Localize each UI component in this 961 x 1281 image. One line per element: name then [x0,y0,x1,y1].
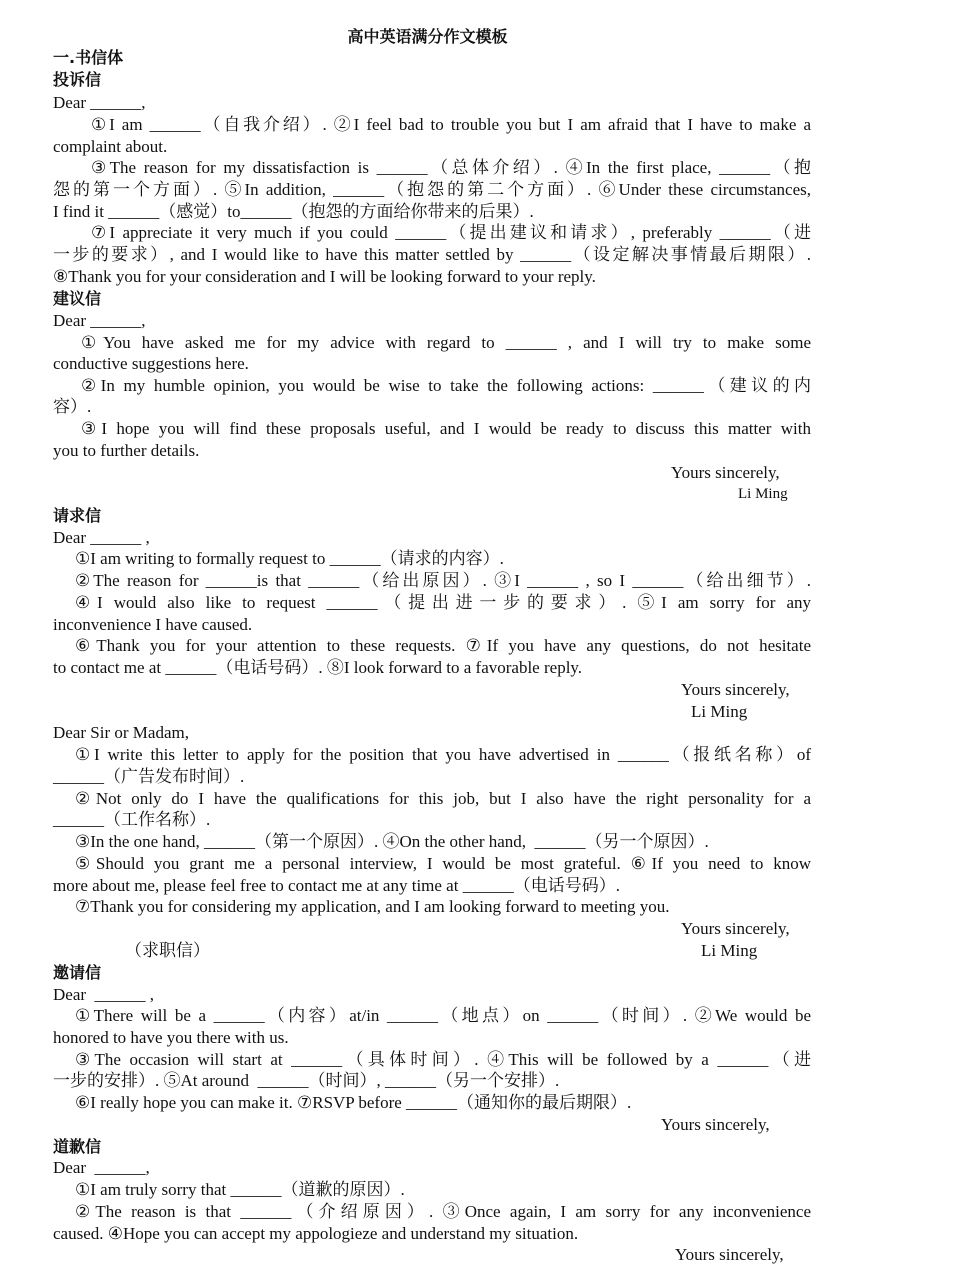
request-line: ⑥Thank you for your attention to these requests. ⑦If you have any questions, do not hesitate [75,636,811,655]
complaint-line: ③The reason for my dissatisfaction is ______（总体介绍）. ④In the first place, ______（抱 [91,158,811,177]
invitation-line: Dear ______ , [53,985,155,1004]
suggestion-line: you to further details. [53,441,200,460]
invitation-line: ⑥I really hope you can make it. ⑦RSVP before ______（通知你的最后期限）. [75,1093,632,1112]
request-heading: 请求信 [53,506,102,525]
complaint-line: Dear ______, [53,93,146,112]
apology-line: Dear ______, [53,1158,150,1177]
complaint-line: 怨的第一个方面）. ⑤In addition, ______（抱怨的第二个方面）. ⑥Under these circumstances, [53,180,811,199]
job-line: ②Not only do I have the qualifications for this job, but I also have the right personality for a [75,789,811,808]
request-line: ②The reason for ______is that ______（给出原因）. ③I ______ , so I ______（给出细节）. [75,571,811,590]
suggestion-line: conductive suggestions here. [53,354,249,373]
complaint-line: ⑧Thank you for your consideration and I will be looking forward to your reply. [53,267,596,286]
suggestion-line: ②In my humble opinion, you would be wise to take the following actions: ______（建议的内 [81,376,811,395]
apology-line: ①I am truly sorry that ______（道歉的原因）. [75,1180,405,1199]
request-line: inconvenience I have caused. [53,615,253,634]
complaint-line: 一步的要求）, and I would like to have this matter settled by ______（设定解决事情最后期限）. [53,245,811,264]
job-line: ①I write this letter to apply for the position that you have advertised in ______（报纸名称）of [75,745,811,764]
page-title: 高中英语满分作文模板 [347,27,508,46]
closing: Yours sincerely, [671,463,780,482]
invitation-line: 一步的安排）. ⑤At around ______（时间）, ______（另一个安排）. [53,1071,560,1090]
apology-line: caused. ④Hope you can accept my appologieze and understand my situation. [53,1224,579,1243]
invitation-line: ①There will be a ______（内容）at/in ______（地点）on ______（时间）. ②We would be [75,1006,811,1025]
job-line: ______（工作名称）. [53,810,211,829]
job-line: ③In the one hand, ______（第一个原因）. ④On the other hand, ______（另一个原因）. [75,832,709,851]
invitation-line: honored to have you there with us. [53,1028,289,1047]
invitation-heading: 邀请信 [53,963,102,982]
complaint-line: complaint about. [53,137,168,156]
invitation-line: ③The occasion will start at ______（具体时间）. ④This will be followed by a ______（进 [75,1050,811,1069]
complaint-heading: 投诉信 [53,70,102,89]
job-line: ______（广告发布时间）. [53,767,245,786]
complaint-line: ⑦I appreciate it very much if you could ______（提出建议和请求）, preferably ______（进 [91,223,811,242]
request-line: ①I am writing to formally request to ______（请求的内容）. [75,549,504,568]
closing: Yours sincerely, [681,919,790,938]
suggestion-line: 容）. [53,397,92,416]
job-line: Dear Sir or Madam, [53,723,189,742]
complaint-line: I find it ______（感觉）to______（抱怨的方面给你带来的后果）. [53,202,534,221]
request-line: Dear ______ , [53,528,150,547]
signature: Li Ming [691,702,748,721]
suggestion-line: ①You have asked me for my advice with regard to ______ , and I will try to make some [81,333,811,352]
suggestion-line: Dear ______, [53,311,146,330]
apology-line: ②The reason is that ______（介绍原因）. ③Once again, I am sorry for any inconvenience [75,1202,811,1221]
closing: Yours sincerely, [675,1245,784,1264]
signature: Li Ming [738,486,788,502]
job-line: ⑤Should you grant me a personal interview, I would be most grateful. ⑥If you need to know [75,854,811,873]
apology-heading: 道歉信 [53,1137,102,1156]
letter-type-note: （求职信） [125,941,210,960]
signature: Li Ming [701,941,758,960]
complaint-line: ①I am ______（自我介绍）. ②I feel bad to trouble you but I am afraid that I have to make a [91,115,811,134]
closing: Yours sincerely, [681,680,790,699]
job-line: ⑦Thank you for considering my application, and I am looking forward to meeting you. [75,897,670,916]
suggestion-heading: 建议信 [53,289,102,308]
job-line: more about me, please feel free to contact me at any time at ______（电话号码）. [53,876,620,895]
closing: Yours sincerely, [661,1115,770,1134]
request-line: ④I would also like to request ______（提出进一步的要求）. ⑤I am sorry for any [75,593,811,612]
request-line: to contact me at ______（电话号码）. ⑧I look forward to a favorable reply. [53,658,583,677]
section-heading: 一.书信体 [53,48,124,67]
suggestion-line: ③I hope you will find these proposals useful, and I would be ready to discuss this matter with [81,419,811,438]
